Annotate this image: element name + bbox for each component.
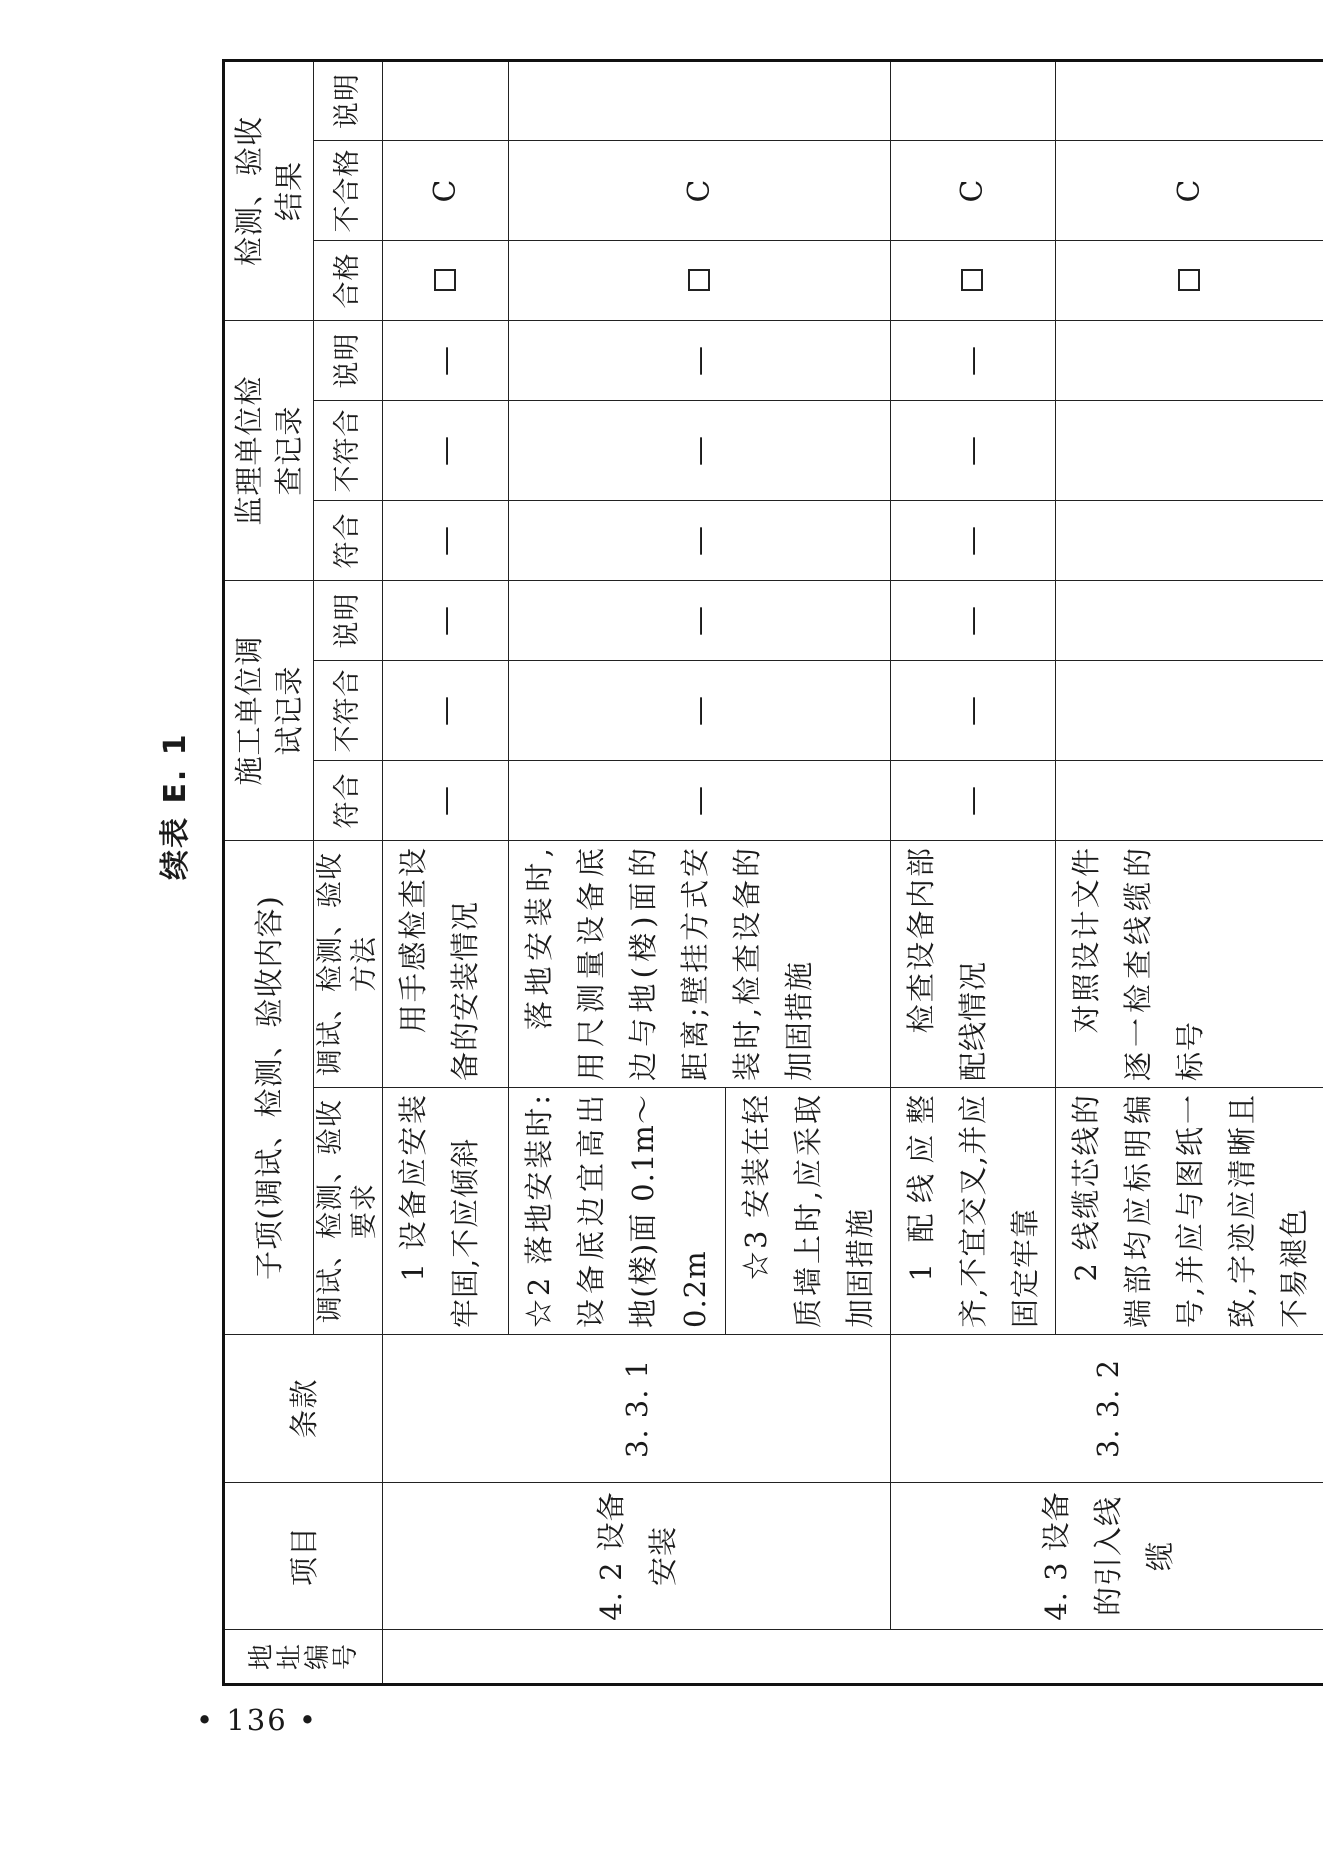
header-c-nonconform: 不符合 xyxy=(314,660,383,760)
mark-dash: — xyxy=(509,580,891,660)
cell-method-2-text: 落地安装时,用尺测量设备底边与地(楼)面的距离;壁挂方式安装时,检查设备的加固措施 xyxy=(522,846,816,1081)
empty-cell xyxy=(1056,760,1323,840)
empty-cell xyxy=(1056,660,1323,760)
qualified-checkbox[interactable] xyxy=(509,240,891,320)
qualified-checkbox[interactable] xyxy=(1056,240,1323,320)
mark-dash: — xyxy=(891,320,1056,400)
checkbox-square-icon xyxy=(1178,269,1200,291)
qualified-checkbox[interactable] xyxy=(891,240,1056,320)
cell-method-1 xyxy=(383,840,509,1087)
header-s-nonconform: 不符合 xyxy=(314,400,383,500)
header-r-note: 说明 xyxy=(314,60,383,140)
header-c-conform: 符合 xyxy=(314,760,383,840)
cell-req-1 xyxy=(383,1088,509,1335)
rotated-table-container xyxy=(222,72,1311,1686)
cell-method-5-text: 对照设计文件逐一检查线缆的标号 xyxy=(1069,846,1207,1081)
cell-req-3-text: ☆3 安装在轻质墙上时,应采取加固措施 xyxy=(739,1094,877,1328)
page-number: • 136 • xyxy=(196,1703,318,1737)
unqualified-circle-mark: C xyxy=(383,140,509,240)
cell-req-2: ☆2 落地安装时:设备底边宜高出地(楼)面 0.1m～0.2m xyxy=(509,1088,726,1335)
cell-method-4-text: 检查设备内部配线情况 xyxy=(904,846,990,1081)
header-c-note: 说明 xyxy=(314,580,383,660)
cell-clause-3-3-2: 3. 3. 2 xyxy=(891,1335,1323,1483)
header-r-qualified: 合格 xyxy=(314,240,383,320)
header-subitem: 子项(调试、检测、验收内容) xyxy=(224,840,314,1334)
checkbox-square-icon xyxy=(688,269,710,291)
empty-cell xyxy=(1056,580,1323,660)
cell-method-4 xyxy=(891,840,1056,1087)
cell-req-3 xyxy=(726,1088,891,1335)
unqualified-circle-mark: C xyxy=(1056,140,1323,240)
cell-clause-3-3-1: 3. 3. 1 xyxy=(383,1335,891,1483)
table-row xyxy=(891,60,1056,1684)
cell-req-5 xyxy=(1056,1088,1323,1335)
header-result: 检测、验收结果 xyxy=(224,60,314,320)
acceptance-table xyxy=(222,59,1323,1686)
result-note-cell xyxy=(891,60,1056,140)
mark-dash: — xyxy=(383,400,509,500)
header-addr: 地址编号 xyxy=(224,1630,383,1685)
empty-cell xyxy=(1056,320,1323,400)
checkbox-square-icon xyxy=(434,269,456,291)
mark-dash: — xyxy=(509,760,891,840)
cell-method-2 xyxy=(509,840,891,1087)
mark-dash: — xyxy=(383,660,509,760)
mark-dash: — xyxy=(383,760,509,840)
mark-dash: — xyxy=(509,660,891,760)
mark-dash: — xyxy=(891,500,1056,580)
cell-req-1-text: 1 设备应安装牢固,不应倾斜 xyxy=(396,1094,482,1328)
qualified-checkbox[interactable] xyxy=(383,240,509,320)
table-row xyxy=(383,60,509,1684)
mark-dash: — xyxy=(509,320,891,400)
unqualified-circle-mark: C xyxy=(891,140,1056,240)
cell-req-4 xyxy=(891,1088,1056,1335)
cell-req-5-text: 2 线缆芯线的端部均应标明编号,并应与图纸一致,字迹应清晰且不易褪色 xyxy=(1069,1094,1311,1328)
header-clause: 条款 xyxy=(224,1335,383,1483)
header-sub-method: 调试、检测、验收方法 xyxy=(314,840,383,1087)
unqualified-circle-mark: C xyxy=(509,140,891,240)
mark-dash: — xyxy=(891,580,1056,660)
mark-dash: — xyxy=(891,760,1056,840)
mark-dash: — xyxy=(891,400,1056,500)
result-note-cell xyxy=(383,60,509,140)
cell-addr xyxy=(383,1630,1323,1685)
header-s-note: 说明 xyxy=(314,320,383,400)
header-r-unqualified: 不合格 xyxy=(314,140,383,240)
cell-project-4-3: 4. 3 设备的引入线缆 xyxy=(891,1483,1323,1630)
mark-dash: — xyxy=(891,660,1056,760)
checkbox-square-icon xyxy=(961,269,983,291)
mark-dash: — xyxy=(383,580,509,660)
cell-method-1-text: 用手感检查设备的安装情况 xyxy=(396,846,482,1081)
result-note-cell xyxy=(1056,60,1323,140)
mark-dash: — xyxy=(509,400,891,500)
cell-method-5 xyxy=(1056,840,1323,1087)
header-supervision: 监理单位检查记录 xyxy=(224,320,314,580)
cell-project-4-2: 4. 2 设备安装 xyxy=(383,1483,891,1630)
empty-cell xyxy=(1056,400,1323,500)
header-sub-req: 调试、检测、验收要求 xyxy=(314,1088,383,1335)
header-construction: 施工单位调试记录 xyxy=(224,580,314,840)
table-title: 续表 E. 1 xyxy=(158,732,193,880)
mark-dash: — xyxy=(509,500,891,580)
header-project: 项目 xyxy=(224,1483,383,1630)
empty-cell xyxy=(1056,500,1323,580)
cell-req-4-text: 1 配线应整齐,不宜交叉,并应固定牢靠 xyxy=(904,1094,1042,1328)
mark-dash: — xyxy=(383,320,509,400)
mark-dash: — xyxy=(383,500,509,580)
result-note-cell xyxy=(509,60,891,140)
header-s-conform: 符合 xyxy=(314,500,383,580)
